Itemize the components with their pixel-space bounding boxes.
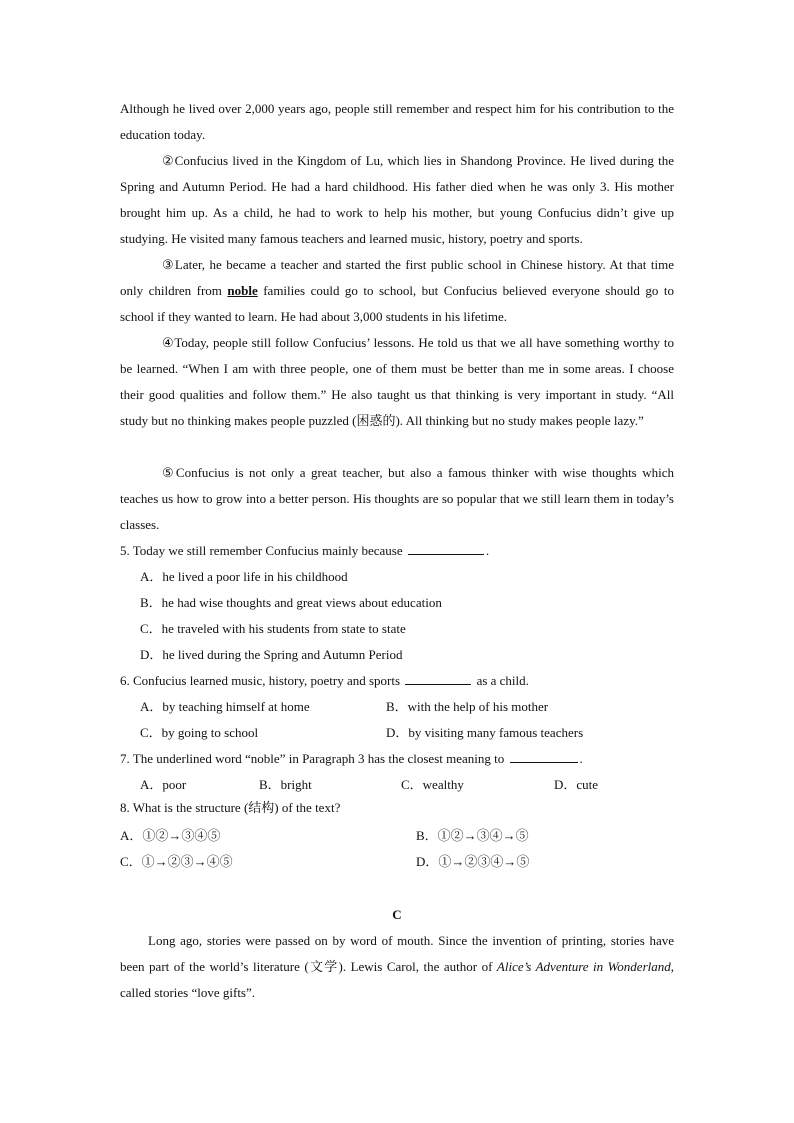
- question-5-stem: 5. Today we still remember Confucius mainly because: [120, 543, 403, 558]
- option-7a: A．poor: [140, 777, 187, 792]
- option-5d: D．he lived during the Spring and Autumn Period: [140, 647, 403, 662]
- question-6-stem: 6. Confucius learned music, history, poetry and sports: [120, 673, 401, 688]
- paragraph-3-before: ③Later, he became a teacher and started the first public school in Chinese history. At that time only children from: [120, 257, 674, 298]
- question-7: [120, 750, 583, 768]
- question-7-stem: 7. The underlined word “noble” in Paragraph 3 has the closest meaning to: [120, 751, 505, 766]
- paragraph-3: [120, 252, 674, 330]
- paragraph-5: ⑤Confucius is not only a great teacher, but also a famous thinker with wise thoughts which teaches us how to grow into a better person. His thoughts are so popular that we still learn them in today’s classes.: [120, 465, 674, 532]
- question-7-end: .: [579, 751, 583, 766]
- option-8b: B．①②→③④→⑤: [416, 828, 529, 843]
- option-5b: B．he had wise thoughts and great views about education: [140, 595, 442, 610]
- question-5-end: .: [485, 543, 490, 558]
- option-5c: C．he traveled with his students from state to state: [140, 621, 406, 636]
- paragraph-1: Although he lived over 2,000 years ago, people still remember and respect him for his contribution to the education today.: [120, 101, 674, 142]
- option-6a: A．by teaching himself at home: [140, 699, 310, 714]
- option-7d: D．cute: [554, 777, 599, 792]
- paragraph-3-after: families could go to school, but Confucius believed everyone should go to school if they wanted to learn. He had about 3,000 students in his lifetime.: [120, 283, 674, 324]
- question-6-end: as a child.: [476, 673, 529, 688]
- paragraph-2: ②Confucius lived in the Kingdom of Lu, which lies in Shandong Province. He lived during the Spring and Autumn Period. He had a hard childhood. His father died when he was only 3. His mother brought him up. As a child, he had to work to help his mother, but young Confucius didn’t give up studying. He visited many famous teachers and learned music, history, poetry and sports.: [120, 153, 674, 246]
- underlined-word-noble: noble: [227, 283, 258, 298]
- option-6c: C．by going to school: [140, 725, 259, 740]
- option-5a: A．he lived a poor life in his childhood: [140, 569, 348, 584]
- answer-blank-5[interactable]: [408, 542, 484, 555]
- answer-blank-6[interactable]: [405, 672, 471, 685]
- option-7c: C．wealthy: [401, 777, 464, 792]
- option-6d: D．by visiting many famous teachers: [386, 725, 584, 740]
- section-c-text-2: , called stories “love gifts”.: [120, 959, 674, 1000]
- section-c-paragraph: [120, 928, 674, 1006]
- question-5: [120, 542, 489, 560]
- option-8a: A．①②→③④⑤: [120, 828, 221, 843]
- option-6b: B．with the help of his mother: [386, 699, 549, 714]
- answer-blank-7[interactable]: [510, 750, 578, 763]
- question-6: [120, 672, 529, 690]
- question-8-stem: 8. What is the structure (结构) of the text?: [120, 800, 341, 815]
- option-7b: B．bright: [259, 777, 312, 792]
- paragraph-4: ④Today, people still follow Confucius’ lessons. He told us that we all have something worthy to be learned. “When I am with three people, one of them must be better than me in some areas. I choose their good qualities and follow them.” He also taught us that thinking is very important in study. “All study but no thinking makes people puzzled (困惑的). All thinking but no study makes people lazy.”: [120, 335, 674, 428]
- section-c-text-1: Long ago, stories were passed on by word of mouth. Since the invention of printing, stories have been part of the world’s literature (文学). Lewis Carol, the author of: [120, 933, 674, 974]
- option-8d: D．①→②③④→⑤: [416, 854, 530, 869]
- section-c-heading: C: [392, 907, 402, 922]
- book-title: Alice’s Adventure in Wonderland: [496, 959, 671, 974]
- option-8c: C．①→②③→④⑤: [120, 854, 233, 869]
